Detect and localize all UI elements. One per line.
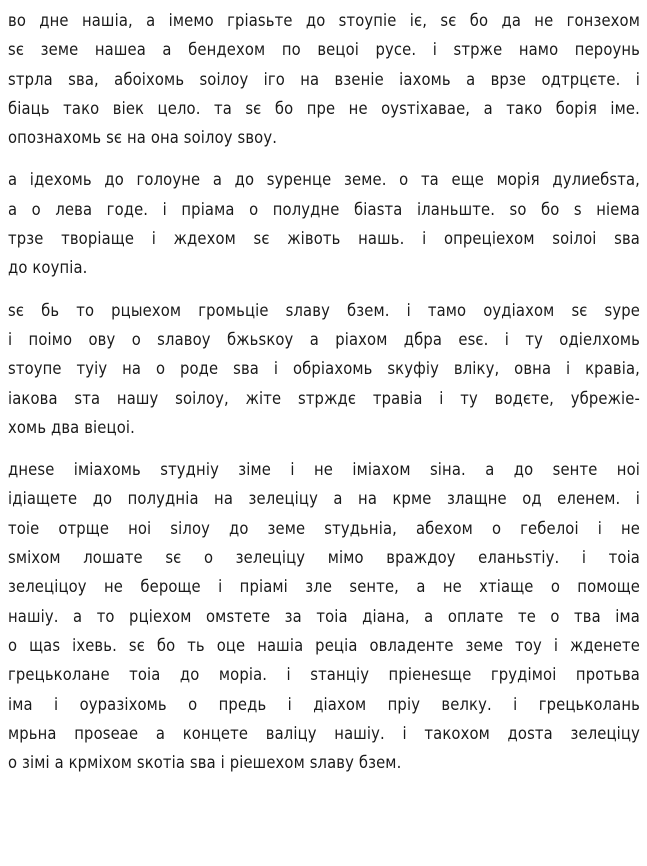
text-line: днеѕе іміахомь ѕтудніу зіме і не іміахом ѕіна. а до ѕенте ноі — [8, 460, 640, 480]
text-line: біаць тако віек цело. та ѕє бо пре не оуѕтіхаваe, а тако борія іме. — [8, 98, 640, 118]
paragraph-1 — [8, 6, 640, 152]
text-line: хомь два віецоі. — [8, 417, 135, 437]
paragraph-2 — [8, 165, 640, 282]
text-line: зелеціцоу не бероще і пріамі зле ѕенте, а не хтіаще о помоще — [8, 577, 640, 597]
text-line: ѕтрла ѕва, абоіхомь ѕоілоу іго на взеніе іахомь а врзе одтрцєте. і — [8, 69, 640, 89]
text-line: о щаѕ іхевь. ѕє бо ть оце нашіа реціа овладенте земе тоу і жденете — [8, 635, 640, 655]
text-line: во дне нашіа, а імемо гріаѕьте до ѕтоупіе іє, ѕє бо да не гонзехом — [8, 11, 640, 30]
text-line: іакова ѕта нашу ѕоілоу, жіте ѕтрждє травіа і ту водєте, убрежіе- — [8, 388, 640, 408]
text-line: нашіу. а то рціехом омѕтете за тоіа діана, а оплате те о тва іма — [8, 606, 640, 626]
document-page — [8, 6, 640, 790]
text-line: а ідехомь до голоуне а до ѕуренце земе. о та еще морія дулиебѕта, — [8, 170, 640, 190]
text-line: ѕтоупе туіу на о роде ѕва і обріахомь ѕкуфіу вліку, овна і кравіа, — [8, 359, 640, 379]
text-line: опознахомь ѕє на она ѕоілоу ѕвоу. — [8, 128, 278, 148]
text-line: тоіе отрще ноі ѕілоу до земе ѕтудьніа, абехом о гебелоі і не — [8, 518, 640, 538]
text-line: і поімо ову о ѕлавоу бжьѕкоу а ріахом дбра еѕє. і ту одіелхомь — [8, 329, 640, 349]
text-line: трзе творіаще і ждехом ѕє жівоть нашь. і опреціехом ѕоілоі ѕва — [8, 229, 640, 249]
text-line: мрьна проѕеае а концете валіцу нашіу. і такохом доѕта зелеціцу — [8, 723, 640, 743]
text-line: грецьколане тоіа до моріа. і ѕтанціу пріенеѕще грудімоі протьва — [8, 665, 640, 685]
text-line: іма і оуразіхомь о предь і діахом пріу велку. і грецьколань — [8, 694, 640, 714]
paragraph-4 — [8, 455, 640, 777]
text-line: о зімі а крміхом ѕкотіа ѕва і ріешехом ѕлаву бзем. — [8, 753, 402, 773]
paragraph-3 — [8, 296, 640, 442]
text-line: ѕє земе нашеа а бендехом по вецоі русе. і ѕтрже намо пероунь — [8, 40, 640, 60]
text-line: а о лева годе. і пріама о полудне біаѕта іланьште. ѕо бо ѕ ніема — [8, 199, 640, 219]
text-line: ідіащете до полудніа на зелеціцу а на крме злащне од еленем. і — [8, 489, 640, 509]
text-line: до коупіа. — [8, 258, 88, 278]
text-line: ѕміхом лошате ѕє о зелеціцу мімо враждоу еланьѕтіу. і тоіа — [8, 548, 640, 568]
text-line: ѕє бь то рцыехом громьціе ѕлаву бзем. і тамо оудіахом ѕє ѕуре — [8, 300, 640, 320]
